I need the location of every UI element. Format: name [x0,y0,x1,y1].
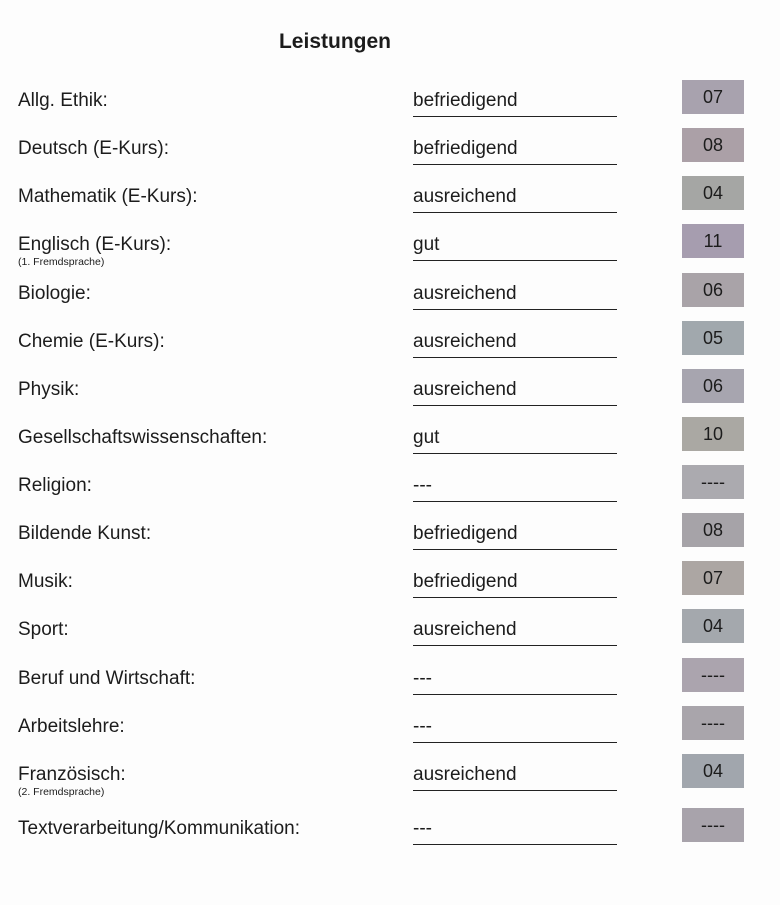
points-box: ---- [682,658,744,692]
grade-value: --- [413,474,617,502]
points-box: 11 [682,224,744,258]
grade-value: ausreichend [413,378,617,406]
subject-label: Beruf und Wirtschaft: [18,668,196,689]
grade-value: befriedigend [413,570,617,598]
points-box: 10 [682,417,744,451]
points-box: 08 [682,513,744,547]
points-box: 05 [682,321,744,355]
points-box: ---- [682,808,744,842]
grade-row [0,618,780,666]
points-box: 04 [682,176,744,210]
subject-label: Deutsch (E-Kurs): [18,138,169,159]
points-box: 06 [682,369,744,403]
subject-label: Physik: [18,379,80,400]
grade-value: befriedigend [413,137,617,165]
subject-label: Französisch: [18,764,126,785]
grade-row [0,763,780,811]
grade-value: gut [413,426,617,454]
subject-label: Chemie (E-Kurs): [18,331,165,352]
grade-value: befriedigend [413,522,617,550]
grade-row [0,474,780,522]
grade-value: --- [413,715,617,743]
grade-row [0,282,780,330]
subject-label: Bildende Kunst: [18,523,152,544]
points-box: ---- [682,706,744,740]
points-box: ---- [682,465,744,499]
subject-label: Allg. Ethik: [18,90,108,111]
points-box: 04 [682,754,744,788]
grade-row [0,233,780,281]
grade-row [0,817,780,865]
subject-label: Biologie: [18,283,91,304]
grade-value: ausreichend [413,330,617,358]
grade-value: --- [413,667,617,695]
points-box: 07 [682,561,744,595]
grade-row [0,522,780,570]
grade-value: ausreichend [413,282,617,310]
grade-row [0,89,780,137]
subject-note: (1. Fremdsprache) [18,256,105,268]
grade-row [0,185,780,233]
subject-label: Arbeitslehre: [18,716,125,737]
subject-label: Mathematik (E-Kurs): [18,186,198,207]
grade-row [0,330,780,378]
grade-row [0,570,780,618]
page-title: Leistungen [278,30,391,53]
grade-row [0,667,780,715]
subject-label: Textverarbeitung/Kommunikation: [18,818,300,839]
points-box: 06 [682,273,744,307]
subject-label: Sport: [18,619,69,640]
grade-value: ausreichend [413,185,617,213]
points-box: 07 [682,80,744,114]
subject-label: Englisch (E-Kurs): [18,234,172,255]
grade-value: --- [413,817,617,845]
grade-value: gut [413,233,617,261]
subject-note: (2. Fremdsprache) [18,786,105,798]
subject-label: Gesellschaftswissenschaften: [18,427,268,448]
subject-label: Musik: [18,571,73,592]
grade-value: ausreichend [413,618,617,646]
points-box: 08 [682,128,744,162]
grade-value: befriedigend [413,89,617,117]
subject-label: Religion: [18,475,92,496]
points-box: 04 [682,609,744,643]
grade-row [0,137,780,185]
grade-row [0,378,780,426]
grade-row [0,426,780,474]
grade-row [0,715,780,763]
grade-value: ausreichend [413,763,617,791]
